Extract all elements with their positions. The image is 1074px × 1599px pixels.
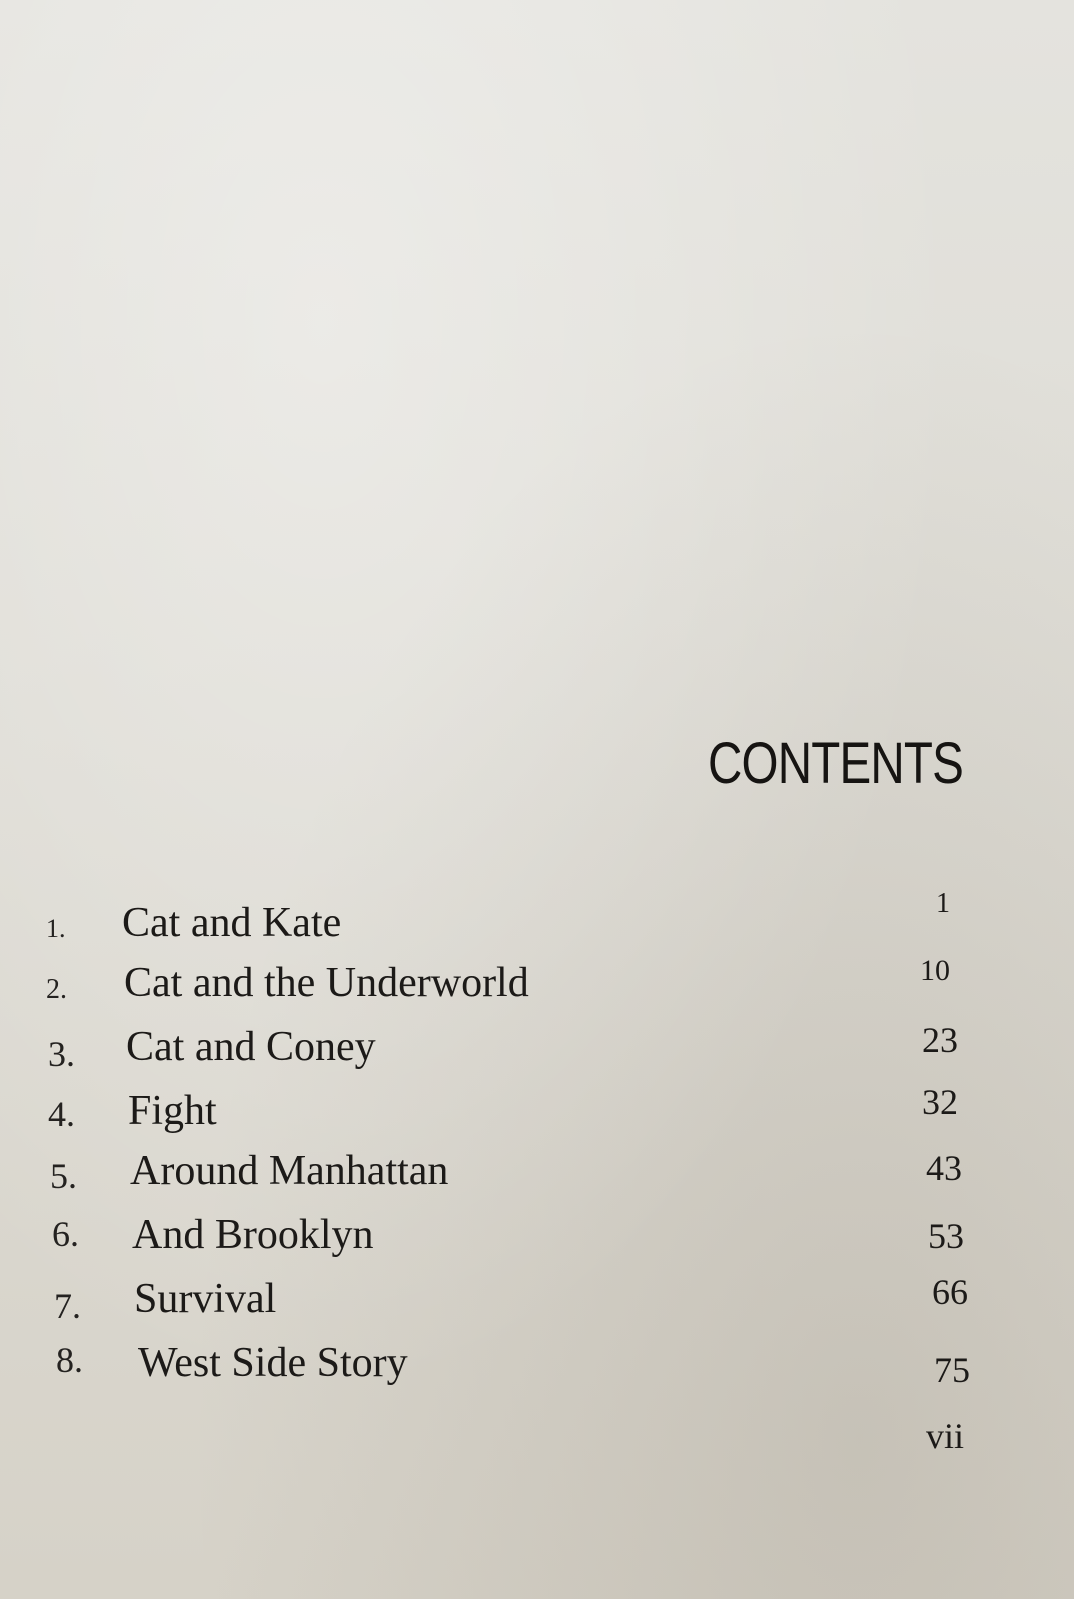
chapter-title: West Side Story	[138, 1340, 408, 1386]
chapter-title: Around Manhattan	[130, 1148, 449, 1194]
chapter-page-number: 32	[922, 1082, 958, 1122]
toc-entry	[0, 1020, 1074, 1086]
toc-entry	[0, 1272, 1074, 1338]
chapter-number: 1.	[46, 914, 66, 943]
chapter-number: 7.	[54, 1286, 81, 1326]
chapter-title: Fight	[128, 1088, 217, 1134]
toc-entry	[0, 888, 1074, 962]
chapter-page-number: 66	[932, 1272, 968, 1312]
chapter-number: 8.	[56, 1340, 83, 1380]
chapter-page-number: 1	[936, 888, 950, 919]
chapter-number: 5.	[50, 1156, 77, 1196]
chapter-number: 2.	[46, 974, 67, 1005]
chapter-title: Cat and Coney	[126, 1024, 376, 1070]
chapter-title: Cat and Kate	[122, 900, 342, 946]
toc-entry	[0, 1082, 1074, 1150]
chapter-number: 3.	[48, 1034, 75, 1074]
toc-entry	[0, 1214, 1074, 1274]
contents-heading: CONTENTS	[708, 731, 964, 796]
chapter-number: 6.	[52, 1214, 79, 1254]
chapter-page-number: 53	[928, 1216, 964, 1256]
toc-entry	[0, 954, 1074, 1022]
chapter-page-number: 23	[922, 1020, 958, 1060]
toc-entry	[0, 1150, 1074, 1210]
chapter-title: Survival	[134, 1276, 277, 1322]
chapter-title: Cat and the Underworld	[124, 960, 529, 1006]
chapter-number: 4.	[48, 1094, 75, 1134]
toc-entry	[0, 1342, 1074, 1402]
chapter-page-number: 10	[920, 954, 950, 987]
chapter-title: And Brooklyn	[132, 1212, 374, 1258]
page-folio: vii	[926, 1416, 965, 1456]
chapter-page-number: 43	[926, 1148, 962, 1188]
chapter-page-number: 75	[934, 1350, 970, 1390]
